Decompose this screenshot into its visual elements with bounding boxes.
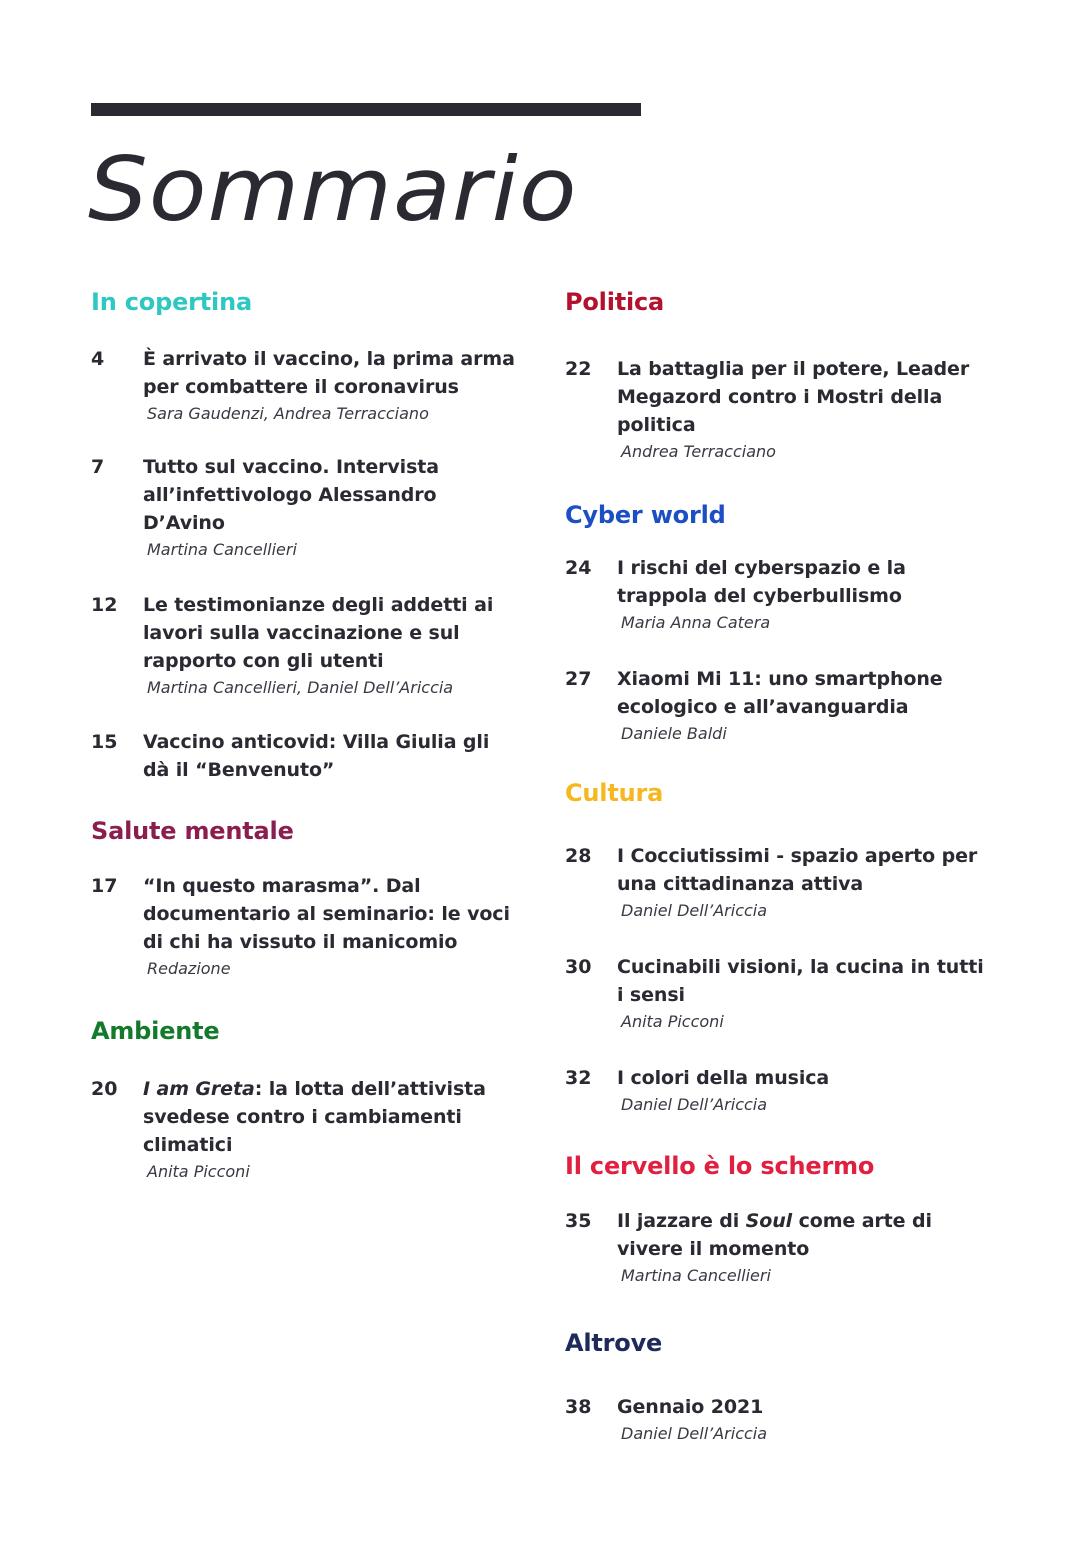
article-title-rest: : la lotta dell’attivista svedese contro i cambiamenti climatici <box>143 1078 486 1156</box>
article-title-pre: Il jazzare di <box>617 1210 746 1232</box>
page-number: 30 <box>565 956 592 978</box>
page-number: 27 <box>565 668 592 690</box>
section-title-cervello: Il cervello è lo schermo <box>565 1152 875 1180</box>
section-title-altrove: Altrove <box>565 1329 663 1357</box>
toc-entry[interactable] <box>91 453 521 562</box>
article-author: Martina Cancellieri, Daniel Dell’Ariccia <box>147 678 454 697</box>
page-number: 32 <box>565 1067 592 1089</box>
article-title-italic: I am Greta <box>143 1078 255 1100</box>
section-title-salute-mentale: Salute mentale <box>91 817 294 845</box>
page-number: 22 <box>565 358 592 380</box>
page-number: 28 <box>565 845 592 867</box>
article-title[interactable]: I rischi del cyberspazio e la trappola del cyberbullismo <box>617 557 906 607</box>
article-title[interactable]: Gennaio 2021 <box>617 1396 764 1418</box>
toc-entry[interactable] <box>565 1393 995 1446</box>
toc-entry[interactable] <box>565 665 995 746</box>
toc-entry[interactable] <box>91 591 521 700</box>
article-title[interactable] <box>143 1075 521 1159</box>
toc-right-column <box>565 285 995 1446</box>
article-title[interactable]: I colori della musica <box>617 1067 830 1089</box>
article-title-italic: Soul <box>745 1210 793 1232</box>
page-number: 20 <box>91 1078 118 1100</box>
article-title-rest: come arte di vivere il momento <box>617 1210 932 1260</box>
toc-entry[interactable] <box>565 953 995 1034</box>
article-author: Daniel Dell’Ariccia <box>621 901 768 920</box>
page-number: 38 <box>565 1396 592 1418</box>
toc-entry[interactable] <box>565 842 995 923</box>
article-title[interactable]: Vaccino anticovid: Villa Giulia gli dà il “Benvenuto” <box>143 731 490 781</box>
section-title-politica: Politica <box>565 288 665 316</box>
section-title-in-copertina: In copertina <box>91 288 252 316</box>
article-author: Daniel Dell’Ariccia <box>621 1095 768 1114</box>
toc-entry[interactable] <box>91 728 521 784</box>
page-number: 15 <box>91 731 118 753</box>
article-author: Andrea Terracciano <box>621 442 776 461</box>
page-number: 4 <box>91 348 105 370</box>
article-title[interactable]: La battaglia per il potere, Leader Megazord contro i Mostri della politica <box>617 358 970 436</box>
toc-entry[interactable] <box>565 554 995 635</box>
article-author: Martina Cancellieri <box>621 1266 771 1285</box>
title-rule <box>91 103 641 116</box>
page-number: 12 <box>91 594 118 616</box>
page-number: 24 <box>565 557 592 579</box>
toc-entry[interactable] <box>565 355 995 464</box>
article-author: Anita Picconi <box>147 1162 250 1181</box>
article-title[interactable]: Le testimonianze degli addetti ai lavori sulla vaccinazione e sul rapporto con gli utenti <box>143 594 494 672</box>
article-title[interactable]: Cucinabili visioni, la cucina in tutti i sensi <box>617 956 984 1006</box>
article-author: Maria Anna Catera <box>621 613 771 632</box>
section-title-cultura: Cultura <box>565 779 664 807</box>
toc-entry[interactable] <box>565 1207 995 1288</box>
article-title[interactable]: È arrivato il vaccino, la prima arma per combattere il coronavirus <box>143 348 515 398</box>
page-title: Sommario <box>88 138 578 241</box>
toc-entry[interactable] <box>565 1064 995 1117</box>
article-author: Sara Gaudenzi, Andrea Terracciano <box>147 404 429 423</box>
page-number: 35 <box>565 1210 592 1232</box>
toc-entry[interactable] <box>91 345 521 426</box>
article-title[interactable]: Tutto sul vaccino. Intervista all’infettivologo Alessandro D’Avino <box>143 456 439 534</box>
article-title[interactable] <box>617 1207 995 1263</box>
section-title-cyber-world: Cyber world <box>565 501 726 529</box>
article-author: Daniele Baldi <box>621 724 727 743</box>
toc-entry[interactable] <box>91 1075 521 1184</box>
page-number: 7 <box>91 456 105 478</box>
article-author: Anita Picconi <box>621 1012 724 1031</box>
section-title-ambiente: Ambiente <box>91 1017 220 1045</box>
article-title[interactable]: I Cocciutissimi - spazio aperto per una cittadinanza attiva <box>617 845 978 895</box>
toc-entry[interactable] <box>91 872 521 981</box>
toc-left-column <box>91 285 521 1184</box>
page-number: 17 <box>91 875 118 897</box>
article-title[interactable]: “In questo marasma”. Dal documentario al seminario: le voci di chi ha vissuto il manicomio <box>143 875 510 953</box>
article-author: Redazione <box>147 959 231 978</box>
article-author: Martina Cancellieri <box>147 540 297 559</box>
article-author: Daniel Dell’Ariccia <box>621 1424 768 1443</box>
article-title[interactable]: Xiaomi Mi 11: uno smartphone ecologico e all’avanguardia <box>617 668 943 718</box>
